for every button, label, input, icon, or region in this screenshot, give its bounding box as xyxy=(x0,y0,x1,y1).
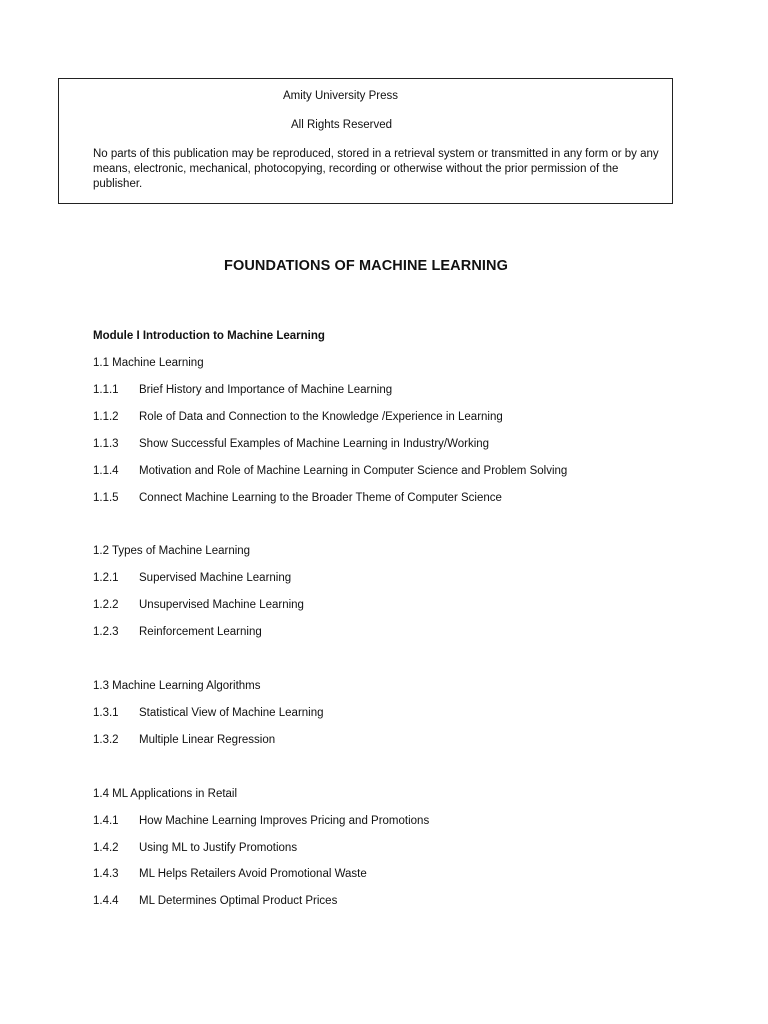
outline-item-title: ML Determines Optimal Product Prices xyxy=(139,895,338,908)
outline-item xyxy=(93,868,367,880)
outline-item-number: 1.2.3 xyxy=(93,626,119,639)
outline-item-number: 1.1.5 xyxy=(93,491,119,504)
outline-item xyxy=(93,411,503,423)
outline-item-number: 1.1.4 xyxy=(93,464,119,477)
outline-item xyxy=(93,599,304,611)
outline-item xyxy=(93,734,275,746)
outline-item-title: ML Helps Retailers Avoid Promotional Waste xyxy=(139,868,367,881)
section-heading: 1.1 Machine Learning xyxy=(93,357,204,369)
copyright-box xyxy=(58,78,673,204)
outline-item-title: Using ML to Justify Promotions xyxy=(139,841,298,854)
outline-item-title: Motivation and Role of Machine Learning in Computer Science and Problem Solving xyxy=(139,464,568,477)
outline-item-number: 1.1.3 xyxy=(93,437,119,450)
outline-item-title: Role of Data and Connection to the Knowledge /Experience in Learning xyxy=(139,410,503,423)
outline-item-number: 1.2.2 xyxy=(93,599,119,612)
section-heading: 1.2 Types of Machine Learning xyxy=(93,545,251,558)
outline-item-title: Statistical View of Machine Learning xyxy=(139,706,324,719)
outline-item-number: 1.3.2 xyxy=(93,733,119,746)
outline-item-number: 1.4.1 xyxy=(93,814,119,827)
outline-item xyxy=(93,842,297,854)
outline-item-title: Supervised Machine Learning xyxy=(139,572,292,585)
outline-item xyxy=(93,815,429,827)
outline-item-number: 1.4.3 xyxy=(93,868,119,881)
outline-item-title: How Machine Learning Improves Pricing and Promotions xyxy=(139,814,430,827)
publisher-name: Amity University Press xyxy=(283,90,399,102)
outline-item xyxy=(93,895,337,907)
outline-item-number: 1.4.4 xyxy=(93,895,119,908)
outline-item-title: Multiple Linear Regression xyxy=(139,733,276,746)
outline-item-number: 1.1.2 xyxy=(93,410,119,423)
outline-item xyxy=(93,465,567,477)
outline-item-title: Connect Machine Learning to the Broader Theme of Computer Science xyxy=(139,491,502,504)
section-heading: 1.3 Machine Learning Algorithms xyxy=(93,680,261,692)
module-heading: Module I Introduction to Machine Learning xyxy=(93,330,325,342)
outline-item-number: 1.4.2 xyxy=(93,841,119,854)
outline-item xyxy=(93,707,324,719)
outline-item-number: 1.1.1 xyxy=(93,383,119,396)
outline-item-number: 1.3.1 xyxy=(93,706,119,719)
copyright-notice: No parts of this publication may be reproduced, stored in a retrieval system or transmitted in any form or by any means, electronic, mechanical, photocopying, recording or otherwise without the prior permission of the publisher. xyxy=(93,148,659,190)
outline-item-title: Reinforcement Learning xyxy=(139,626,262,639)
section-heading: 1.4 ML Applications in Retail xyxy=(93,787,238,800)
outline-item-title: Show Successful Examples of Machine Learning in Industry/Working xyxy=(139,437,490,450)
outline-item xyxy=(93,384,392,396)
document-title: FOUNDATIONS OF MACHINE LEARNING xyxy=(224,258,508,274)
outline-item xyxy=(93,626,262,638)
outline-item xyxy=(93,438,489,450)
rights-statement: All Rights Reserved xyxy=(291,119,392,131)
outline-item-title: Brief History and Importance of Machine Learning xyxy=(139,383,393,396)
outline-item-number: 1.2.1 xyxy=(93,572,119,585)
outline-item xyxy=(93,492,502,504)
outline-item xyxy=(93,572,291,584)
outline-item-title: Unsupervised Machine Learning xyxy=(139,599,304,612)
